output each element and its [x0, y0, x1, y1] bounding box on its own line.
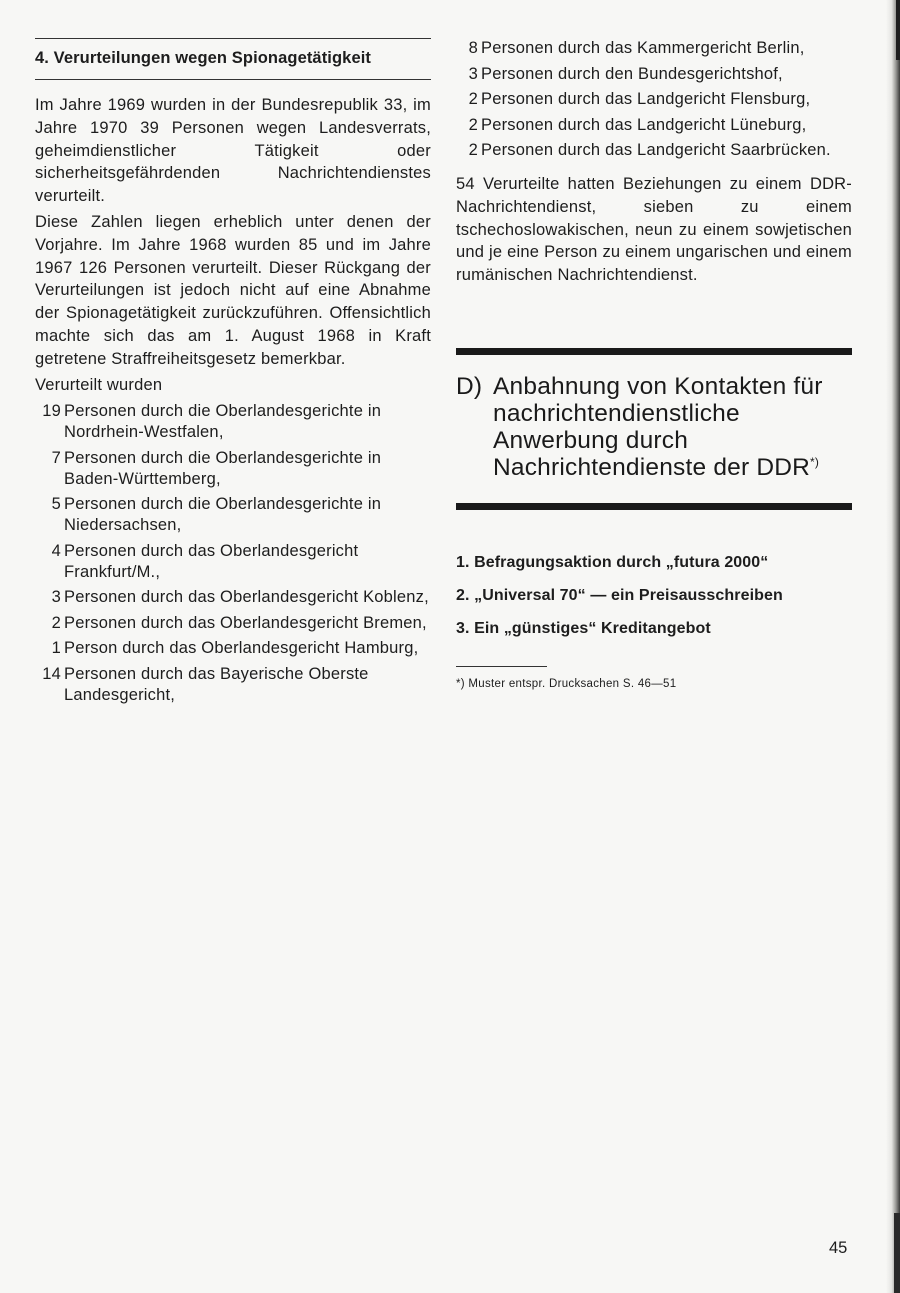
paragraph-1969-1970: Im Jahre 1969 wurden in der Bundesrepublik 33, im Jahre 1970 39 Personen wegen Landesverrats, geheimdienstlicher Tätigkeit oder sicherheitsgefährdenden Nachrichtendienstes verurteilt. [35, 96, 431, 206]
heading-rule [35, 79, 431, 80]
conviction-count: 8 [468, 39, 478, 57]
right-column [456, 38, 852, 691]
conviction-court: Personen durch das Oberlandesgericht Koblenz, [64, 588, 429, 607]
conviction-court: Personen durch das Oberlandesgericht Frankfurt/M., [64, 541, 359, 581]
paragraph-vorjahre: Diese Zahlen liegen erheblich unter denen der Vorjahre. Im Jahre 1968 wurden 85 und im Jahre 1967 126 Personen verurteilt. Dieser Rückgang der Verurteilungen ist jedoch nicht auf eine Abnahme der Spionagetätigkeit zurückzuführen. Offensichtlich machte sich das am 1. August 1968 in Kraft getretene Straffreiheitsgesetz bemerkbar. [35, 212, 431, 368]
footnote: *) Muster entspr. Drucksachen S. 46—51 [456, 677, 677, 690]
section-d-title-text: Anbahnung von Kontakten für nachrichtendienstliche Anwerbung durch Nachrichtendienste der DDR [493, 372, 823, 481]
page-edge-shadow [886, 0, 900, 1293]
page-edge-dark-top [896, 0, 900, 60]
conviction-count: 3 [468, 64, 478, 83]
list-item [456, 64, 852, 85]
list-item [456, 38, 852, 59]
left-column [35, 38, 431, 710]
page-edge-dark-bottom [894, 1213, 900, 1293]
list-item [35, 613, 431, 634]
top-rule [35, 38, 431, 39]
conviction-court: Personen durch das Kammergericht Berlin, [481, 39, 805, 57]
conviction-court: Personen durch das Landgericht Saarbrücken. [481, 141, 831, 159]
conviction-court: Personen durch das Landgericht Lüneburg, [481, 115, 807, 134]
conviction-count: 2 [468, 115, 478, 134]
conviction-count: 3 [51, 588, 61, 607]
list-item [35, 638, 431, 659]
conviction-court: Person durch das Oberlandesgericht Hamburg, [64, 639, 419, 658]
footnote-rule [456, 666, 547, 667]
list-item [35, 664, 431, 706]
conviction-count: 7 [51, 448, 61, 467]
list-item [35, 448, 431, 490]
conviction-count: 2 [468, 90, 478, 108]
conviction-count: 19 [42, 402, 61, 421]
list-item [35, 494, 431, 536]
conviction-count: 4 [51, 541, 61, 560]
footnote-marker: *) [810, 454, 820, 469]
conviction-count: 2 [468, 141, 478, 159]
convictions-list-right [456, 38, 852, 161]
conviction-count: 5 [51, 495, 61, 514]
section-d-top-bar [456, 348, 852, 355]
conviction-court: Personen durch die Oberlandesgerichte in Niedersachsen, [64, 495, 382, 535]
list-item [456, 89, 852, 110]
list-item [35, 587, 431, 608]
section-d-heading [456, 373, 852, 481]
conviction-court: Personen durch die Oberlandesgerichte in Nordrhein-Westfalen, [64, 402, 382, 442]
list-item: 1. Befragungsaktion durch „futura 2000“ [456, 553, 769, 571]
section-d-bottom-bar [456, 503, 852, 510]
list-item [456, 140, 852, 161]
conviction-court: Personen durch die Oberlandesgerichte in Baden-Württemberg, [64, 448, 382, 488]
section-4-heading: 4. Verurteilungen wegen Spionagetätigkeit [35, 49, 372, 67]
list-item [35, 401, 431, 443]
paragraph-verurteilt-wurden: Verurteilt wurden [35, 375, 163, 394]
list-item: 2. „Universal 70“ — ein Preisausschreiben [456, 586, 783, 604]
conviction-court: Personen durch den Bundesgerichtshof, [481, 64, 783, 83]
list-item: 3. Ein „günstiges“ Kreditangebot [456, 619, 711, 637]
conviction-count: 14 [42, 664, 61, 683]
conviction-court: Personen durch das Oberlandesgericht Bremen, [64, 613, 427, 632]
conviction-count: 2 [51, 613, 61, 632]
page-number: 45 [829, 1239, 848, 1257]
conviction-count: 1 [51, 639, 61, 658]
section-d-items [456, 552, 852, 640]
section-d-title [493, 373, 852, 481]
conviction-court: Personen durch das Bayerische Oberste Landesgericht, [64, 664, 369, 704]
convictions-list-left [35, 401, 431, 706]
section-d-letter: D) [456, 372, 483, 400]
conviction-court: Personen durch das Landgericht Flensburg, [481, 90, 811, 108]
list-item [456, 115, 852, 136]
paragraph-beziehungen: 54 Verurteilte hatten Beziehungen zu einem DDR-Nachrichtendienst, sieben zu einem tschechoslowakischen, neun zu einem sowjetischen und je eine Person zu einem ungarischen und einem rumänischen Nachrichtendienst. [456, 175, 852, 285]
list-item [35, 541, 431, 583]
